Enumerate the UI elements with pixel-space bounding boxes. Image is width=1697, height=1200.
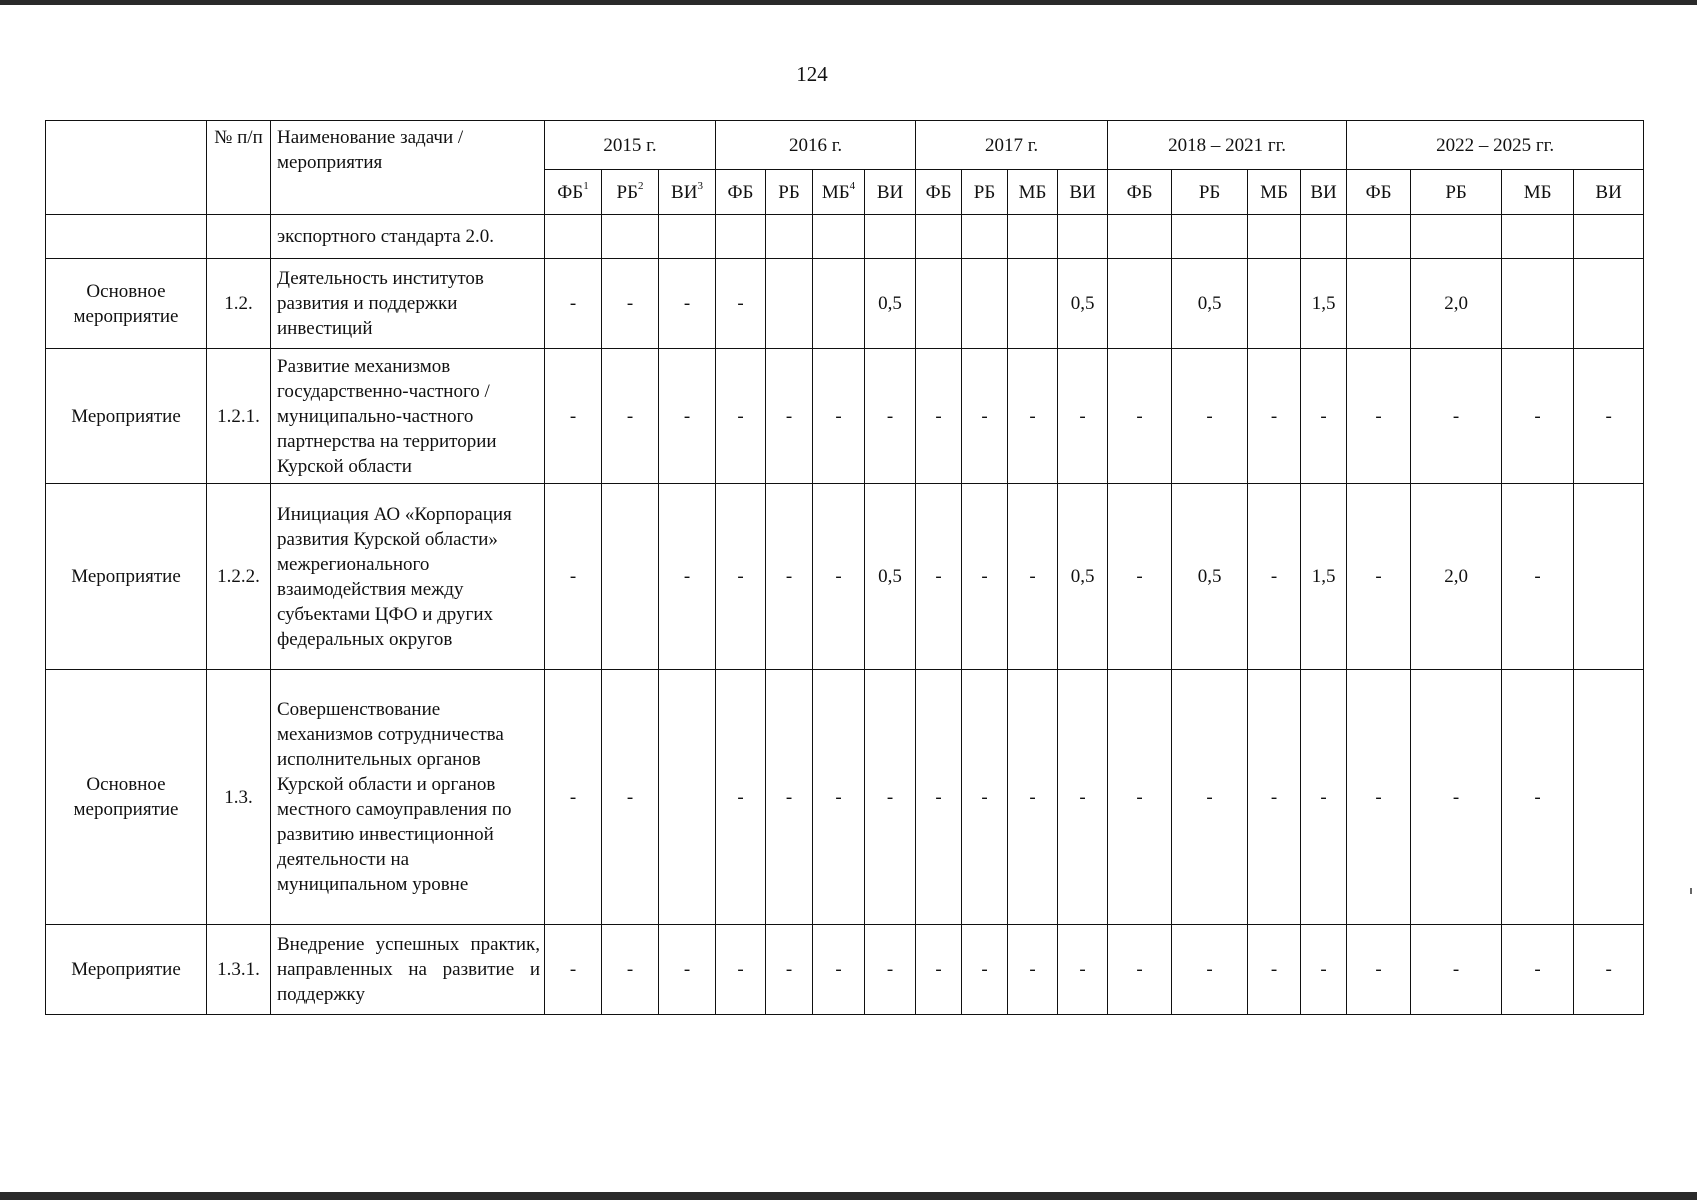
value-cell: - (865, 670, 916, 925)
value-cell: 0,5 (865, 484, 916, 670)
value-cell: 2,0 (1411, 259, 1502, 349)
value-cell: - (602, 259, 659, 349)
value-cell: - (1502, 484, 1574, 670)
value-cell: - (1008, 484, 1058, 670)
row-title: Развитие механизмов государственно-частного /муниципально-частного партнерства на территории Курской области (271, 349, 545, 484)
header-source: МБ (1008, 170, 1058, 215)
value-cell: - (1347, 925, 1411, 1015)
value-cell (1574, 484, 1644, 670)
value-cell (602, 215, 659, 259)
value-cell: 2,0 (1411, 484, 1502, 670)
value-cell: - (916, 925, 962, 1015)
value-cell (1248, 259, 1301, 349)
value-cell (716, 215, 766, 259)
page-number: 124 (796, 62, 828, 86)
value-cell: - (962, 925, 1008, 1015)
row-number: 1.3. (207, 670, 271, 925)
value-cell (813, 215, 865, 259)
value-cell (766, 259, 813, 349)
value-cell: - (545, 349, 602, 484)
table-row (46, 349, 1644, 484)
value-cell: - (1411, 349, 1502, 484)
value-cell: - (1008, 349, 1058, 484)
header-source: ФБ (1108, 170, 1172, 215)
row-title: Деятельность институтов развития и поддержки инвестиций (271, 259, 545, 349)
value-cell: - (1172, 670, 1248, 925)
header-period: 2018 – 2021 гг. (1108, 121, 1347, 170)
value-cell: - (1008, 925, 1058, 1015)
value-cell (1347, 215, 1411, 259)
value-cell: - (1347, 349, 1411, 484)
value-cell (1108, 215, 1172, 259)
scan-artifact (1690, 888, 1692, 894)
header-period: 2022 – 2025 гг. (1347, 121, 1644, 170)
value-cell: - (716, 484, 766, 670)
value-cell: - (1058, 349, 1108, 484)
value-cell: - (813, 925, 865, 1015)
value-cell (1502, 215, 1574, 259)
row-number: 1.2.2. (207, 484, 271, 670)
value-cell: 0,5 (1172, 259, 1248, 349)
value-cell: - (1574, 349, 1644, 484)
row-kind (46, 215, 207, 259)
value-cell (1411, 215, 1502, 259)
value-cell (1574, 259, 1644, 349)
header-source: $РБ^2$ (602, 170, 659, 215)
value-cell: - (602, 925, 659, 1015)
value-cell: - (1411, 925, 1502, 1015)
header-source: ВИ (1301, 170, 1347, 215)
row-kind: Основное мероприятие (46, 259, 207, 349)
value-cell: - (1248, 349, 1301, 484)
table-row (46, 925, 1644, 1015)
header-period: 2016 г. (716, 121, 916, 170)
value-cell: - (1301, 925, 1347, 1015)
header-source: ВИ (1058, 170, 1108, 215)
value-cell: - (602, 670, 659, 925)
header-source: РБ (962, 170, 1008, 215)
header-source: ВИ (865, 170, 916, 215)
row-title: экспортного стандарта 2.0. (271, 215, 545, 259)
header-source: ВИ (1574, 170, 1644, 215)
funding-table (45, 120, 1644, 1015)
header-period: 2015 г. (545, 121, 716, 170)
value-cell: - (659, 259, 716, 349)
value-cell: - (545, 259, 602, 349)
header-source: РБ (1172, 170, 1248, 215)
value-cell: - (716, 259, 766, 349)
row-kind: Мероприятие (46, 925, 207, 1015)
table-row (46, 670, 1644, 925)
row-kind: Основное мероприятие (46, 670, 207, 925)
value-cell (916, 259, 962, 349)
value-cell: - (1172, 349, 1248, 484)
value-cell: - (1008, 670, 1058, 925)
header-source: МБ (1502, 170, 1574, 215)
value-cell: - (1108, 670, 1172, 925)
value-cell: - (1108, 925, 1172, 1015)
header-source: ФБ (916, 170, 962, 215)
value-cell (865, 215, 916, 259)
value-cell: - (1301, 349, 1347, 484)
header-title: Наименование задачи / мероприятия (271, 121, 545, 215)
value-cell: - (716, 349, 766, 484)
value-cell: - (962, 670, 1008, 925)
header-source: $ВИ^3$ (659, 170, 716, 215)
value-cell (1502, 259, 1574, 349)
value-cell (766, 215, 813, 259)
value-cell: - (916, 484, 962, 670)
value-cell: - (865, 925, 916, 1015)
value-cell: - (1502, 925, 1574, 1015)
value-cell: - (545, 925, 602, 1015)
value-cell: - (1574, 925, 1644, 1015)
value-cell: - (1301, 670, 1347, 925)
header-period: 2017 г. (916, 121, 1108, 170)
value-cell: - (659, 349, 716, 484)
value-cell: - (916, 349, 962, 484)
row-number: 1.3.1. (207, 925, 271, 1015)
value-cell: 0,5 (1058, 484, 1108, 670)
value-cell: - (813, 484, 865, 670)
header-source: $ФБ^1$ (545, 170, 602, 215)
row-number: 1.2.1. (207, 349, 271, 484)
value-cell (962, 259, 1008, 349)
value-cell (1058, 215, 1108, 259)
value-cell (1008, 259, 1058, 349)
value-cell: - (1058, 670, 1108, 925)
row-title: Внедрение успешных практик, направленных на развитие и поддержку (271, 925, 545, 1015)
row-title: Совершенствование механизмов сотрудничества исполнительных органов Курской области и органов местного самоуправления по развитию инвестиционной деятельности на муниципальном уровне (271, 670, 545, 925)
header-row-periods (46, 121, 1644, 170)
table-row (46, 259, 1644, 349)
value-cell: - (716, 925, 766, 1015)
value-cell: - (602, 349, 659, 484)
header-source: $МБ^4$ (813, 170, 865, 215)
table-row (46, 215, 1644, 259)
value-cell: - (916, 670, 962, 925)
header-num: № п/п (207, 121, 271, 215)
value-cell: - (1248, 484, 1301, 670)
value-cell (1574, 215, 1644, 259)
row-title: Инициация АО «Корпорация развития Курской области» межрегионального взаимодействия между субъектами ЦФО и других федеральных округов (271, 484, 545, 670)
value-cell (602, 484, 659, 670)
header-source: ФБ (1347, 170, 1411, 215)
value-cell: - (659, 484, 716, 670)
value-cell: 0,5 (1172, 484, 1248, 670)
value-cell: - (766, 925, 813, 1015)
value-cell (659, 670, 716, 925)
value-cell (1248, 215, 1301, 259)
header-source: ФБ (716, 170, 766, 215)
value-cell (1108, 259, 1172, 349)
value-cell: - (813, 349, 865, 484)
value-cell: - (1411, 670, 1502, 925)
value-cell: 1,5 (1301, 259, 1347, 349)
table-row (46, 484, 1644, 670)
value-cell (545, 215, 602, 259)
value-cell: - (766, 670, 813, 925)
value-cell: - (716, 670, 766, 925)
value-cell (813, 259, 865, 349)
value-cell: - (865, 349, 916, 484)
value-cell: - (766, 349, 813, 484)
value-cell: 0,5 (865, 259, 916, 349)
value-cell (1301, 215, 1347, 259)
header-source: МБ (1248, 170, 1301, 215)
header-source: РБ (766, 170, 813, 215)
value-cell: - (766, 484, 813, 670)
value-cell: - (545, 484, 602, 670)
value-cell (962, 215, 1008, 259)
value-cell: - (1347, 670, 1411, 925)
value-cell: - (1108, 484, 1172, 670)
value-cell: - (1108, 349, 1172, 484)
scan-border-bottom (0, 1192, 1697, 1200)
value-cell: 0,5 (1058, 259, 1108, 349)
value-cell: - (1347, 484, 1411, 670)
header-source: РБ (1411, 170, 1502, 215)
header-kind (46, 121, 207, 215)
value-cell: - (962, 484, 1008, 670)
value-cell: - (1502, 349, 1574, 484)
row-number (207, 215, 271, 259)
value-cell (1347, 259, 1411, 349)
value-cell (1574, 670, 1644, 925)
value-cell: - (1502, 670, 1574, 925)
row-kind: Мероприятие (46, 484, 207, 670)
scan-border-top (0, 0, 1697, 5)
value-cell: - (1058, 925, 1108, 1015)
value-cell: 1,5 (1301, 484, 1347, 670)
value-cell (659, 215, 716, 259)
row-number: 1.2. (207, 259, 271, 349)
value-cell (916, 215, 962, 259)
row-kind: Мероприятие (46, 349, 207, 484)
value-cell: - (659, 925, 716, 1015)
value-cell: - (1172, 925, 1248, 1015)
value-cell: - (1248, 670, 1301, 925)
value-cell: - (813, 670, 865, 925)
value-cell: - (962, 349, 1008, 484)
value-cell: - (1248, 925, 1301, 1015)
value-cell (1172, 215, 1248, 259)
value-cell: - (545, 670, 602, 925)
value-cell (1008, 215, 1058, 259)
